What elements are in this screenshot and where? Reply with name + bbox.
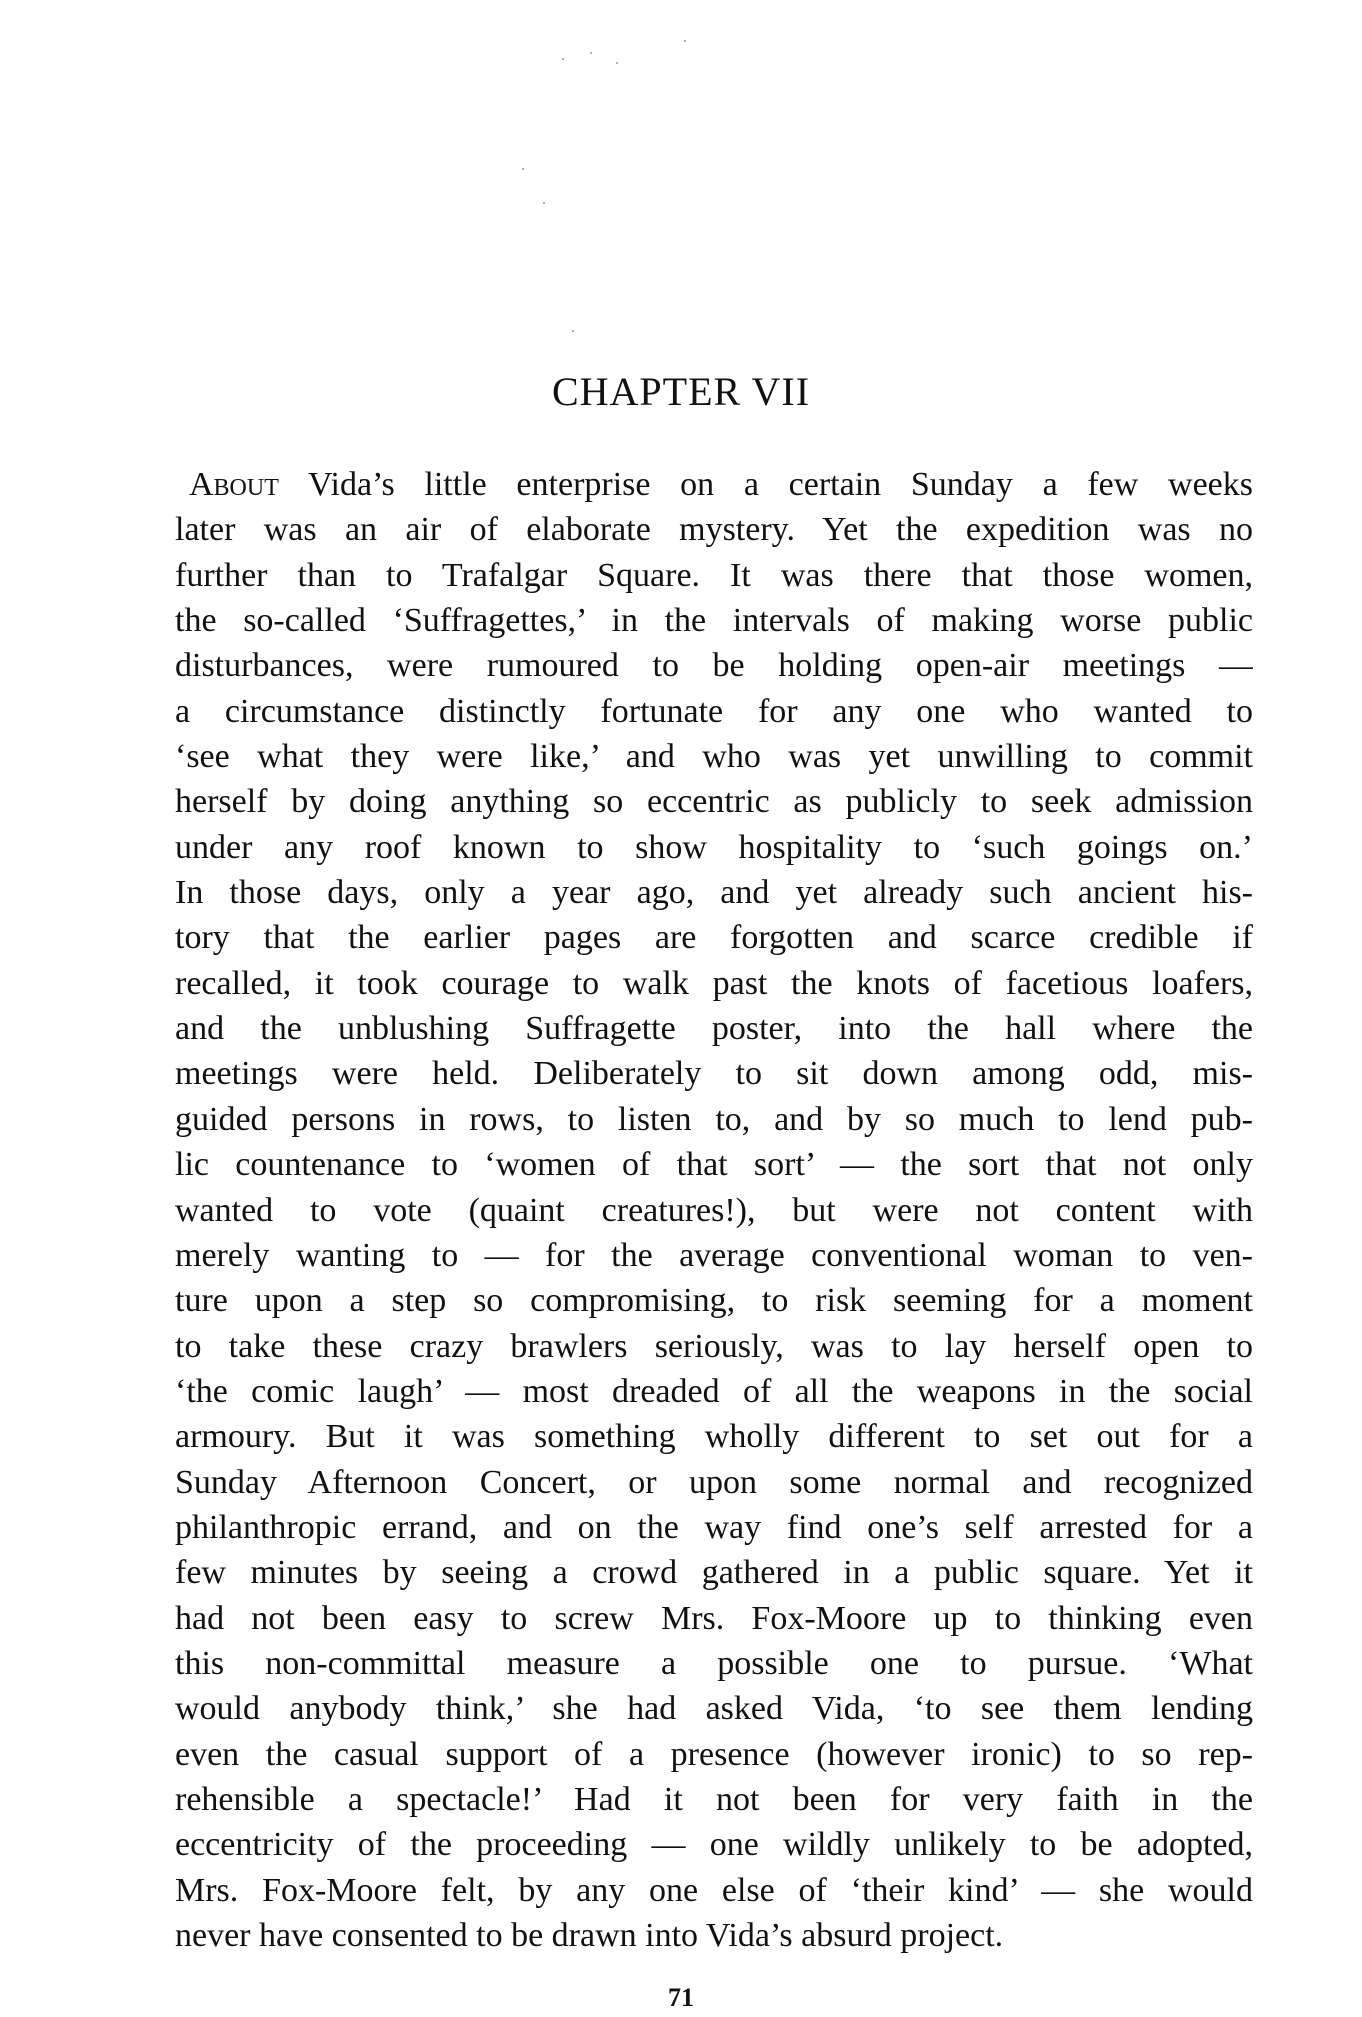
text-line (175, 462, 1253, 507)
text-line: recalled, it took courage to walk past the knots of facetious loafers, (175, 964, 1253, 1002)
opening-word: About (189, 466, 279, 503)
chapter-title: CHAPTER VII (551, 369, 811, 414)
text-line: merely wanting to — for the average conventional woman to ven- (175, 1236, 1253, 1274)
text-line: Mrs. Fox-Moore felt, by any one else of ‘their kind’ — she would (175, 1871, 1253, 1909)
text-line: never have consented to be drawn into Vida’s absurd project. (175, 1917, 1004, 1954)
text-line: to take these crazy brawlers seriously, was to lay herself open to (175, 1327, 1253, 1365)
text-line: further than to Trafalgar Square. It was there that those women, (175, 556, 1253, 594)
text-line: philanthropic errand, and on the way find one’s self arrested for a (175, 1508, 1253, 1546)
text-line: ‘see what they were like,’ and who was yet unwilling to commit (175, 738, 1253, 776)
text-line: tory that the earlier pages are forgotten and scarce credible if (175, 919, 1253, 957)
text-line: wanted to vote (quaint creatures!), but were not content with (175, 1191, 1253, 1229)
text-line: In those days, only a year ago, and yet already such ancient his- (175, 874, 1253, 912)
text-line: ture upon a step so compromising, to risk seeming for a moment (175, 1282, 1253, 1320)
text-line: meetings were held. Deliberately to sit down among odd, mis- (175, 1055, 1253, 1093)
scan-speck (522, 168, 524, 170)
text-line-content: Vida’s little enterprise on a certain Sunday a few weeks (278, 466, 1253, 503)
text-line: would anybody think,’ she had asked Vida, ‘to see them lending (175, 1690, 1253, 1728)
text-line: a circumstance distinctly fortunate for any one who wanted to (175, 692, 1253, 730)
text-line: few minutes by seeing a crowd gathered in a public square. Yet it (175, 1554, 1253, 1592)
text-line: even the casual support of a presence (however ironic) to so rep- (175, 1735, 1253, 1773)
text-line: herself by doing anything so eccentric as publicly to seek admission (175, 783, 1253, 821)
scan-speck (543, 202, 545, 204)
text-line: lic countenance to ‘women of that sort’ — the sort that not only (175, 1146, 1253, 1184)
scan-speck (572, 330, 574, 332)
scan-speck (590, 52, 592, 54)
text-line: eccentricity of the proceeding — one wildly unlikely to be adopted, (175, 1826, 1253, 1864)
scan-speck (562, 58, 564, 60)
text-line: disturbances, were rumoured to be holding open-air meetings — (175, 647, 1253, 685)
page-number: 71 (668, 1983, 694, 2012)
text-line: this non-committal measure a possible one to pursue. ‘What (175, 1644, 1253, 1682)
chapter-body (175, 462, 1253, 1958)
text-line: under any roof known to show hospitality to ‘such goings on.’ (175, 828, 1253, 866)
text-line: rehensible a spectacle!’ Had it not been for very faith in the (175, 1780, 1253, 1818)
text-line: ‘the comic laugh’ — most dreaded of all the weapons in the social (175, 1372, 1253, 1410)
scan-speck (684, 40, 686, 42)
text-line: and the unblushing Suffragette poster, into the hall where the (175, 1010, 1253, 1048)
text-line: the so-called ‘Suffragettes,’ in the intervals of making worse public (175, 602, 1253, 640)
text-line: guided persons in rows, to listen to, and by so much to lend pub- (175, 1100, 1253, 1138)
scan-speck (616, 62, 618, 64)
text-line: had not been easy to screw Mrs. Fox-Moore up to thinking even (175, 1599, 1253, 1637)
text-line: armoury. But it was something wholly different to set out for a (175, 1418, 1253, 1456)
text-line: Sunday Afternoon Concert, or upon some normal and recognized (175, 1463, 1253, 1501)
text-line: later was an air of elaborate mystery. Yet the expedition was no (175, 511, 1253, 549)
